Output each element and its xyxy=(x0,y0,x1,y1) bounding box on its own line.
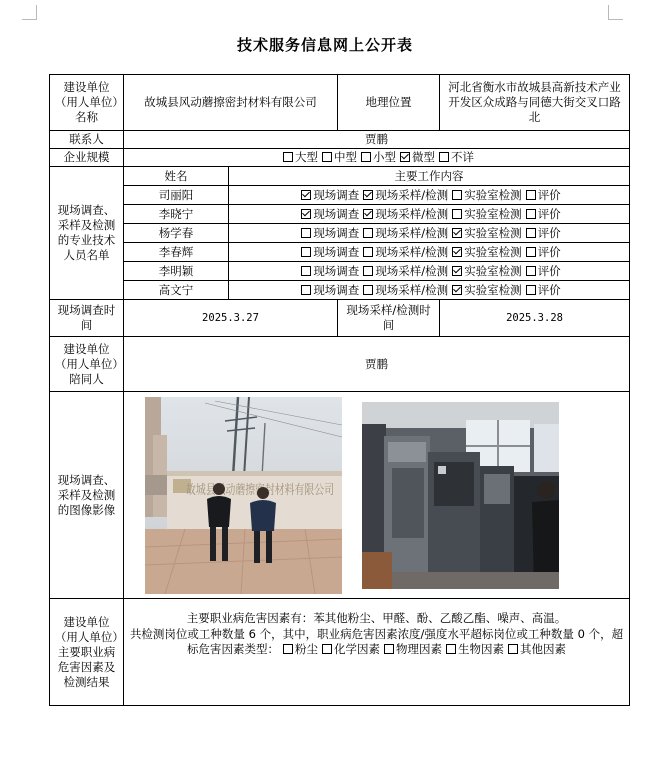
work-option xyxy=(359,245,448,259)
staff-work-options xyxy=(229,205,630,224)
checked-box-icon[interactable] xyxy=(301,209,311,219)
checked-box-icon[interactable] xyxy=(452,266,462,276)
checkbox-icon[interactable] xyxy=(301,266,311,276)
contact-value: 贾鹏 xyxy=(124,131,630,149)
work-option-label: 现场采样/检测 xyxy=(375,206,449,221)
work-option-label: 现场调查 xyxy=(313,263,360,278)
work-option-label: 评价 xyxy=(537,225,561,240)
checkbox-icon[interactable] xyxy=(384,644,394,654)
work-option xyxy=(297,188,359,202)
result-post-count: 共检测岗位或工种数量 6 个，其中，职业病危害因素浓度/强度水平超标岗位或工种数量 0 个，超标危害因素类型： xyxy=(129,627,624,656)
work-option-label: 现场调查 xyxy=(313,225,360,240)
hazard-option-label: 其他因素 xyxy=(520,642,566,656)
checkbox-icon[interactable] xyxy=(363,266,373,276)
staff-work-options xyxy=(229,224,630,243)
work-option-label: 实验室检测 xyxy=(464,225,522,240)
work-option-label: 实验室检测 xyxy=(464,263,522,278)
work-option-label: 现场调查 xyxy=(313,282,360,297)
work-option xyxy=(522,264,561,278)
hazard-option xyxy=(318,642,380,656)
work-option-label: 现场采样/检测 xyxy=(375,263,449,278)
checkbox-icon[interactable] xyxy=(526,247,536,257)
checkbox-icon[interactable] xyxy=(526,228,536,238)
result-hazard-factors: 主要职业病危害因素有：苯其他粉尘、甲醛、酚、乙酸乙酯、噪声、高温。 xyxy=(186,611,567,625)
scale-option-label: 中型 xyxy=(334,150,357,164)
work-option xyxy=(359,207,448,221)
work-option-label: 现场采样/检测 xyxy=(375,244,449,259)
sampling-time-value: 2025.3.28 xyxy=(440,300,630,337)
page-corner-mark-right xyxy=(608,5,623,20)
work-option-label: 评价 xyxy=(537,244,561,259)
hazard-option xyxy=(504,642,566,656)
staff-row xyxy=(50,243,630,262)
work-option xyxy=(522,283,561,297)
images-label: 现场调查、采样及检测的图像影像 xyxy=(50,392,124,599)
checkbox-icon[interactable] xyxy=(363,247,373,257)
work-option xyxy=(297,283,359,297)
staff-name: 李明颖 xyxy=(124,262,229,281)
hazard-option-label: 生物因素 xyxy=(458,642,504,656)
work-option xyxy=(448,207,522,221)
result-label: 建设单位（用人单位）主要职业病危害因素及检测结果 xyxy=(50,599,124,706)
work-option-label: 评价 xyxy=(537,187,561,202)
hazard-option xyxy=(442,642,504,656)
staff-row xyxy=(50,186,630,205)
scale-option xyxy=(357,150,396,164)
checkbox-icon[interactable] xyxy=(526,285,536,295)
hazard-option xyxy=(380,642,442,656)
checkbox-icon[interactable] xyxy=(452,209,462,219)
staff-work-options xyxy=(229,262,630,281)
site-photo-workshop xyxy=(362,402,559,589)
work-option xyxy=(297,264,359,278)
staff-name: 杨学春 xyxy=(124,224,229,243)
checkbox-icon[interactable] xyxy=(361,152,371,162)
work-option xyxy=(448,226,522,240)
contact-label: 联系人 xyxy=(50,131,124,149)
hazard-option-label: 物理因素 xyxy=(396,642,442,656)
org-label: 建设单位（用人单位）名称 xyxy=(50,75,124,131)
scale-label: 企业规模 xyxy=(50,149,124,167)
work-option xyxy=(522,245,561,259)
work-option xyxy=(448,283,522,297)
work-option xyxy=(359,264,448,278)
staff-name-header: 姓名 xyxy=(124,167,229,186)
work-option-label: 评价 xyxy=(537,206,561,221)
work-option xyxy=(448,264,522,278)
sampling-time-label: 现场采样/检测时间 xyxy=(338,300,440,337)
work-option-label: 现场调查 xyxy=(313,244,360,259)
scale-option xyxy=(318,150,357,164)
hazard-option xyxy=(279,642,318,656)
work-option-label: 评价 xyxy=(537,282,561,297)
checkbox-icon[interactable] xyxy=(301,228,311,238)
checked-box-icon[interactable] xyxy=(452,247,462,257)
checkbox-icon[interactable] xyxy=(526,209,536,219)
staff-label: 现场调查、采样及检测的专业技术人员名单 xyxy=(50,167,124,300)
staff-row xyxy=(50,205,630,224)
staff-row xyxy=(50,224,630,243)
hazard-option-label: 粉尘 xyxy=(295,642,318,656)
work-option-label: 评价 xyxy=(537,263,561,278)
accompany-value: 贾鹏 xyxy=(124,337,630,392)
checkbox-icon[interactable] xyxy=(526,190,536,200)
work-option xyxy=(297,245,359,259)
work-option-label: 实验室检测 xyxy=(464,244,522,259)
work-option xyxy=(297,226,359,240)
checkbox-icon[interactable] xyxy=(283,152,293,162)
survey-time-label: 现场调查时间 xyxy=(50,300,124,337)
work-option xyxy=(448,245,522,259)
work-option-label: 实验室检测 xyxy=(464,282,522,297)
work-option xyxy=(522,226,561,240)
work-option-label: 实验室检测 xyxy=(464,187,522,202)
disclosure-table xyxy=(49,74,630,706)
accompany-label: 建设单位（用人单位）陪同人 xyxy=(50,337,124,392)
checkbox-icon[interactable] xyxy=(363,285,373,295)
work-option-label: 现场采样/检测 xyxy=(375,282,449,297)
staff-work-options xyxy=(229,186,630,205)
work-option-label: 现场采样/检测 xyxy=(375,225,449,240)
work-option-label: 现场调查 xyxy=(313,187,360,202)
staff-row xyxy=(50,262,630,281)
work-option xyxy=(522,207,561,221)
hazard-option-label: 化学因素 xyxy=(334,642,380,656)
scale-option-label: 小型 xyxy=(373,150,396,164)
staff-work-options xyxy=(229,281,630,300)
checkbox-icon[interactable] xyxy=(452,190,462,200)
checked-box-icon[interactable] xyxy=(452,228,462,238)
checkbox-icon[interactable] xyxy=(526,266,536,276)
scale-option xyxy=(279,150,318,164)
staff-work-options xyxy=(229,243,630,262)
checkbox-icon[interactable] xyxy=(439,152,449,162)
checkbox-icon[interactable] xyxy=(301,285,311,295)
staff-name: 司丽阳 xyxy=(124,186,229,205)
work-option xyxy=(359,226,448,240)
checkbox-icon[interactable] xyxy=(322,644,332,654)
work-option xyxy=(297,207,359,221)
location-value: 河北省衡水市故城县高新技术产业开发区众成路与同德大街交叉口路北 xyxy=(440,75,630,131)
org-name: 故城县风动蘑擦密封材料有限公司 xyxy=(124,75,338,131)
work-option xyxy=(448,188,522,202)
checked-box-icon[interactable] xyxy=(452,285,462,295)
checkbox-icon[interactable] xyxy=(301,247,311,257)
workshop-photo-drawing xyxy=(362,402,559,589)
page-title: 技术服务信息网上公开表 xyxy=(236,36,413,54)
checkbox-icon[interactable] xyxy=(363,228,373,238)
checked-box-icon[interactable] xyxy=(400,152,410,162)
page-corner-mark-left xyxy=(22,5,37,20)
staff-name: 李晓宁 xyxy=(124,205,229,224)
work-option-label: 现场调查 xyxy=(313,206,360,221)
scale-option xyxy=(396,150,435,164)
checkbox-icon[interactable] xyxy=(446,644,456,654)
entrance-photo-drawing xyxy=(145,397,382,594)
scale-options xyxy=(124,149,630,167)
hazard-type-options xyxy=(279,642,566,656)
scale-option-label: 不详 xyxy=(451,150,474,164)
staff-row xyxy=(50,281,630,300)
staff-name: 李春辉 xyxy=(124,243,229,262)
scale-option-label: 大型 xyxy=(295,150,318,164)
checked-box-icon[interactable] xyxy=(363,209,373,219)
checkbox-icon[interactable] xyxy=(508,644,518,654)
sign-lettering: 故城县风动蘑擦密封材料有限公司 xyxy=(186,482,382,498)
work-option xyxy=(359,188,448,202)
checked-box-icon[interactable] xyxy=(363,190,373,200)
location-label: 地理位置 xyxy=(338,75,440,131)
checked-box-icon[interactable] xyxy=(301,190,311,200)
survey-time-value: 2025.3.27 xyxy=(124,300,338,337)
scale-option-label: 微型 xyxy=(412,150,435,164)
checkbox-icon[interactable] xyxy=(322,152,332,162)
checkbox-icon[interactable] xyxy=(283,644,293,654)
work-option xyxy=(522,188,561,202)
scale-option xyxy=(435,150,474,164)
work-option-label: 现场采样/检测 xyxy=(375,187,449,202)
staff-name: 高文宁 xyxy=(124,281,229,300)
staff-work-header: 主要工作内容 xyxy=(229,167,630,186)
work-option-label: 实验室检测 xyxy=(464,206,522,221)
site-photo-entrance xyxy=(145,397,382,594)
work-option xyxy=(359,283,448,297)
